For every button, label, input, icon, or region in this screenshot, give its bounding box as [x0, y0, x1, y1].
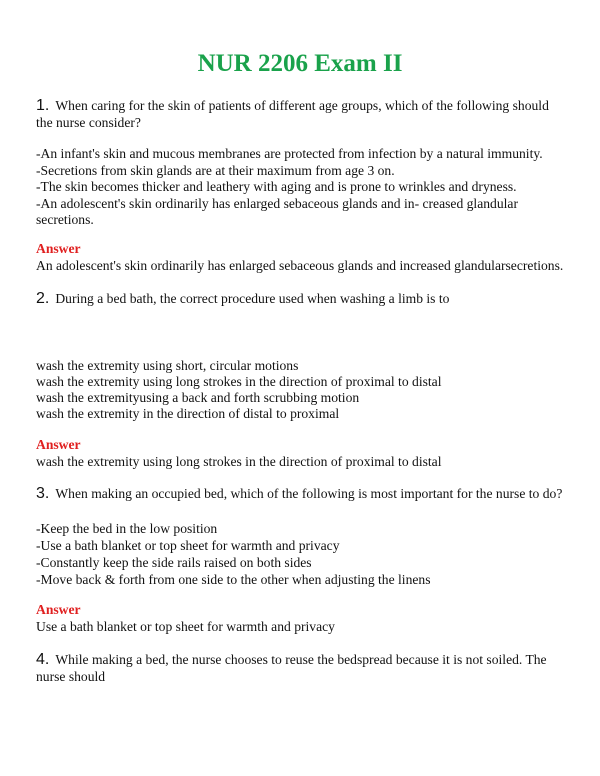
question-1-number: 1.: [36, 97, 50, 114]
question-1-option-1: -An infant's skin and mucous membranes are protected from infection by a natural immunity.: [36, 146, 543, 161]
question-4-number: 4.: [36, 651, 50, 668]
question-4-prompt-line-1: While making a bed, the nurse chooses to reuse the bedspread because it is not soiled. The: [55, 652, 547, 667]
question-2-prompt: [36, 291, 449, 307]
question-4-prompt: [36, 652, 547, 668]
question-1-option-4: -An adolescent's skin ordinarily has enlarged sebaceous glands and in- creased glandular: [36, 196, 518, 211]
question-3-option-3: -Constantly keep the side rails raised on both sides: [36, 555, 312, 570]
question-2-option-4: wash the extremity in the direction of distal to proximal: [36, 406, 340, 421]
question-3-answer-label: Answer: [36, 602, 81, 617]
question-2-option-2: wash the extremity using long strokes in the direction of proximal to distal: [36, 374, 442, 389]
page-title: NUR 2206 Exam II: [197, 50, 403, 77]
question-1-prompt-line-1: When caring for the skin of patients of different age groups, which of the following should: [55, 98, 549, 113]
question-3-prompt: [36, 486, 562, 502]
question-3-number: 3.: [36, 485, 50, 502]
question-1-option-2: -Secretions from skin glands are at their maximum from age 3 on.: [36, 163, 395, 178]
question-1-answer-label: Answer: [36, 241, 81, 256]
question-3-option-4: -Move back & forth from one side to the other when adjusting the linens: [36, 572, 431, 587]
question-1-option-4-cont: secretions.: [36, 212, 94, 227]
question-3-option-1: -Keep the bed in the low position: [36, 521, 218, 536]
question-2-number: 2.: [36, 290, 50, 307]
question-2-answer: wash the extremity using long strokes in the direction of proximal to distal: [36, 454, 442, 469]
question-3-option-2: -Use a bath blanket or top sheet for warmth and privacy: [36, 538, 340, 553]
question-2-option-1: wash the extremity using short, circular motions: [36, 358, 299, 373]
question-1-prompt-line-2: the nurse consider?: [36, 115, 141, 130]
question-1-option-3: -The skin becomes thicker and leathery with aging and is prone to wrinkles and dryness.: [36, 179, 517, 194]
question-3-prompt-line-1: When making an occupied bed, which of the following is most important for the nurse to do?: [55, 486, 563, 501]
question-2-option-3: wash the extremityusing a back and forth scrubbing motion: [36, 390, 360, 405]
question-2-prompt-line-1: During a bed bath, the correct procedure used when washing a limb is to: [55, 291, 450, 306]
question-3-answer: Use a bath blanket or top sheet for warmth and privacy: [36, 619, 335, 634]
question-1-prompt: [36, 98, 549, 114]
question-4-prompt-line-2: nurse should: [36, 669, 106, 684]
question-1-answer: An adolescent's skin ordinarily has enlarged sebaceous glands and increased glandularsecretions.: [36, 258, 564, 273]
question-2-answer-label: Answer: [36, 437, 81, 452]
